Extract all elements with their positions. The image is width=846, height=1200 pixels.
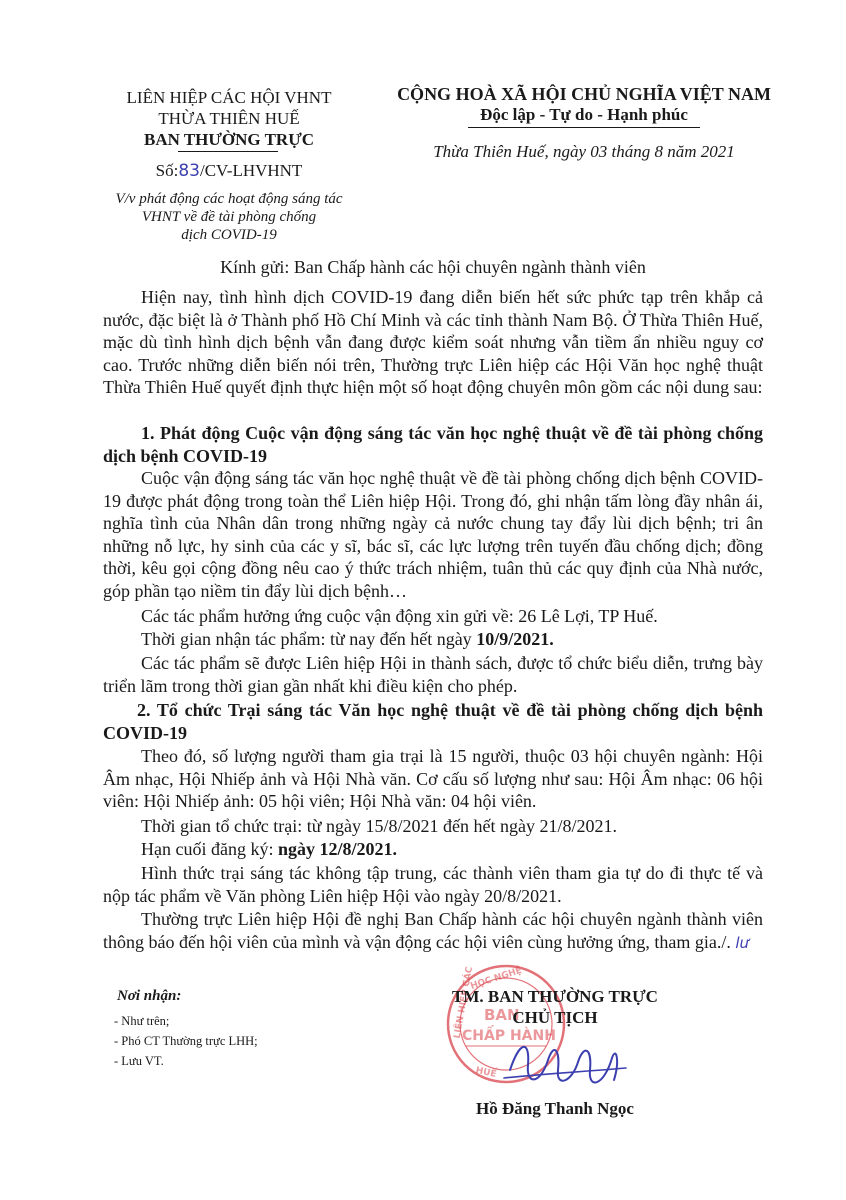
signature-title: TM. BAN THƯỜNG TRỰC [452, 987, 658, 1006]
svg-text:HUẾ: HUẾ [474, 1065, 498, 1080]
recipient-item: - Phó CT Thường trực LHH; [114, 1034, 258, 1048]
svg-text:LIÊN HIỆP CÁC: LIÊN HIỆP CÁC [452, 965, 476, 1040]
intro-paragraph: Hiện nay, tình hình dịch COVID-19 đang diễn biến hết sức phức tạp trên khắp cả nước, đặc biệt là ở Thành phố Hồ Chí Minh và các tỉnh thành Nam Bộ. Ở Thừa Thiên Huế, mặc dù tình hình dịch bệnh vẫn đang được kiểm soát nhưng vẫn tiềm ẩn nhiều nguy cơ cao. Trước những diễn biến nói trên, Thường trực Liên hiệp các Hội Văn học nghệ thuật Thừa Thiên Huế quyết định thực hiện một số hoạt động chuyên môn gồm các nội dung sau: [103, 287, 763, 397]
svg-text:CHẤP HÀNH: CHẤP HÀNH [462, 1028, 556, 1044]
section1-paragraph3: Thời gian nhận tác phẩm: từ nay đến hết ngày 10/9/2021. [141, 629, 554, 649]
subject-line3: dịch COVID-19 [181, 227, 277, 243]
handwritten-initials: lư [735, 933, 750, 952]
section2-paragraph5: Thường trực Liên hiệp Hội đề nghị Ban Chấp hành các hội chuyên ngành thành viên thông báo đến hội viên của mình và vận động các hội viên cùng hưởng ứng, tham gia./. lư [103, 909, 763, 952]
recipients-title: Nơi nhận: [117, 988, 182, 1004]
recipient-item: - Lưu VT. [114, 1054, 164, 1068]
svg-text:HỌC NGHỆ: HỌC NGHỆ [469, 965, 524, 992]
document-date: Thừa Thiên Huế, ngày 03 tháng 8 năm 2021 [433, 142, 735, 161]
section1-paragraph2: Các tác phẩm hưởng ứng cuộc vận động xin gửi về: 26 Lê Lợi, TP Huế. [141, 606, 658, 626]
section2-deadline: ngày 12/8/2021. [277, 839, 397, 859]
recipient-item: - Như trên; [114, 1014, 170, 1028]
section2-paragraph2: Thời gian tổ chức trại: từ ngày 15/8/2021 đến hết ngày 21/8/2021. [141, 816, 617, 836]
issuer-underline [178, 151, 278, 152]
section2-heading: 2. Tổ chức Trại sáng tác Văn học nghệ thuật về đề tài phòng chống dịch bệnh COVID-19 [103, 700, 763, 743]
section1-paragraph4: Các tác phẩm sẽ được Liên hiệp Hội in thành sách, được tổ chức biểu diễn, trưng bày triển lãm trong thời gian gần nhất khi điều kiện cho phép. [103, 653, 763, 696]
signature-position: CHỦ TỊCH [512, 1008, 598, 1027]
recipients-list [114, 1011, 258, 1071]
document-number: Số:83/CV-LHVHNT [155, 161, 303, 181]
section1-paragraph1: Cuộc vận động sáng tác văn học nghệ thuật về đề tài phòng chống dịch bệnh COVID-19 được phát động trong toàn thể Liên hiệp Hội. Trong đó, ghi nhận tấm lòng đầy nhân ái, nghĩa tình của Nhân dân trong những ngày cả nước chung tay đẩy lùi dịch bệnh; tri ân những nỗ lực, hy sinh của các y sĩ, bác sĩ, các lực lượng trên tuyến đầu chống dịch; đồng thời, kêu gọi cộng đồng nêu cao ý thức trách nhiệm, tuân thủ các quy định của Nhà nước, góp phần tạo niềm tin đẩy lùi dịch bệnh… [103, 468, 763, 601]
subject-block [78, 190, 380, 244]
national-title: CỘNG HOÀ XÃ HỘI CHỦ NGHĨA VIỆT NAM [397, 84, 771, 104]
motto-underline [468, 127, 700, 128]
national-motto: Độc lập - Tự do - Hạnh phúc [480, 105, 688, 124]
section2-paragraph1: Theo đó, số lượng người tham gia trại là 15 người, thuộc 03 hội chuyên ngành: Hội Âm nhạc, Hội Nhiếp ảnh và Hội Nhà văn. Cơ cấu số lượng như sau: Hội Âm nhạc: 06 hội viên: Hội Nhiếp ảnh: 05 hội viên; Hội Nhà văn: 04 hội viên. [103, 746, 763, 811]
org-name-line3: BAN THƯỜNG TRỰC [143, 130, 315, 149]
document-number-handwritten: 83 [178, 161, 200, 181]
section2-paragraph3: Hạn cuối đăng ký: ngày 12/8/2021. [141, 839, 397, 859]
recipient-line: Kính gửi: Ban Chấp hành các hội chuyên ngành thành viên [220, 257, 646, 277]
section2-paragraph4: Hình thức trại sáng tác không tập trung, các thành viên tham gia tự do đi thực tế và nộp tác phẩm về Văn phòng Liên hiệp Hội vào ngày 20/8/2021. [103, 863, 763, 906]
section1-heading: 1. Phát động Cuộc vận động sáng tác văn học nghệ thuật về đề tài phòng chống dịch bệnh COVID-19 [103, 423, 763, 466]
issuer-block [78, 87, 380, 150]
org-name-line2: THỪA THIÊN HUẾ [158, 109, 300, 128]
subject-line2: VHNT về đề tài phòng chống [141, 209, 317, 225]
subject-line1: V/v phát động các hoạt động sáng tác [115, 191, 343, 207]
handwritten-signature [500, 1030, 630, 1100]
svg-text:BAN: BAN [484, 1006, 520, 1024]
signer-name: Hồ Đăng Thanh Ngọc [476, 1099, 634, 1118]
org-name-line1: LIÊN HIỆP CÁC HỘI VHNT [126, 88, 332, 107]
section1-deadline: 10/9/2021. [476, 629, 554, 649]
